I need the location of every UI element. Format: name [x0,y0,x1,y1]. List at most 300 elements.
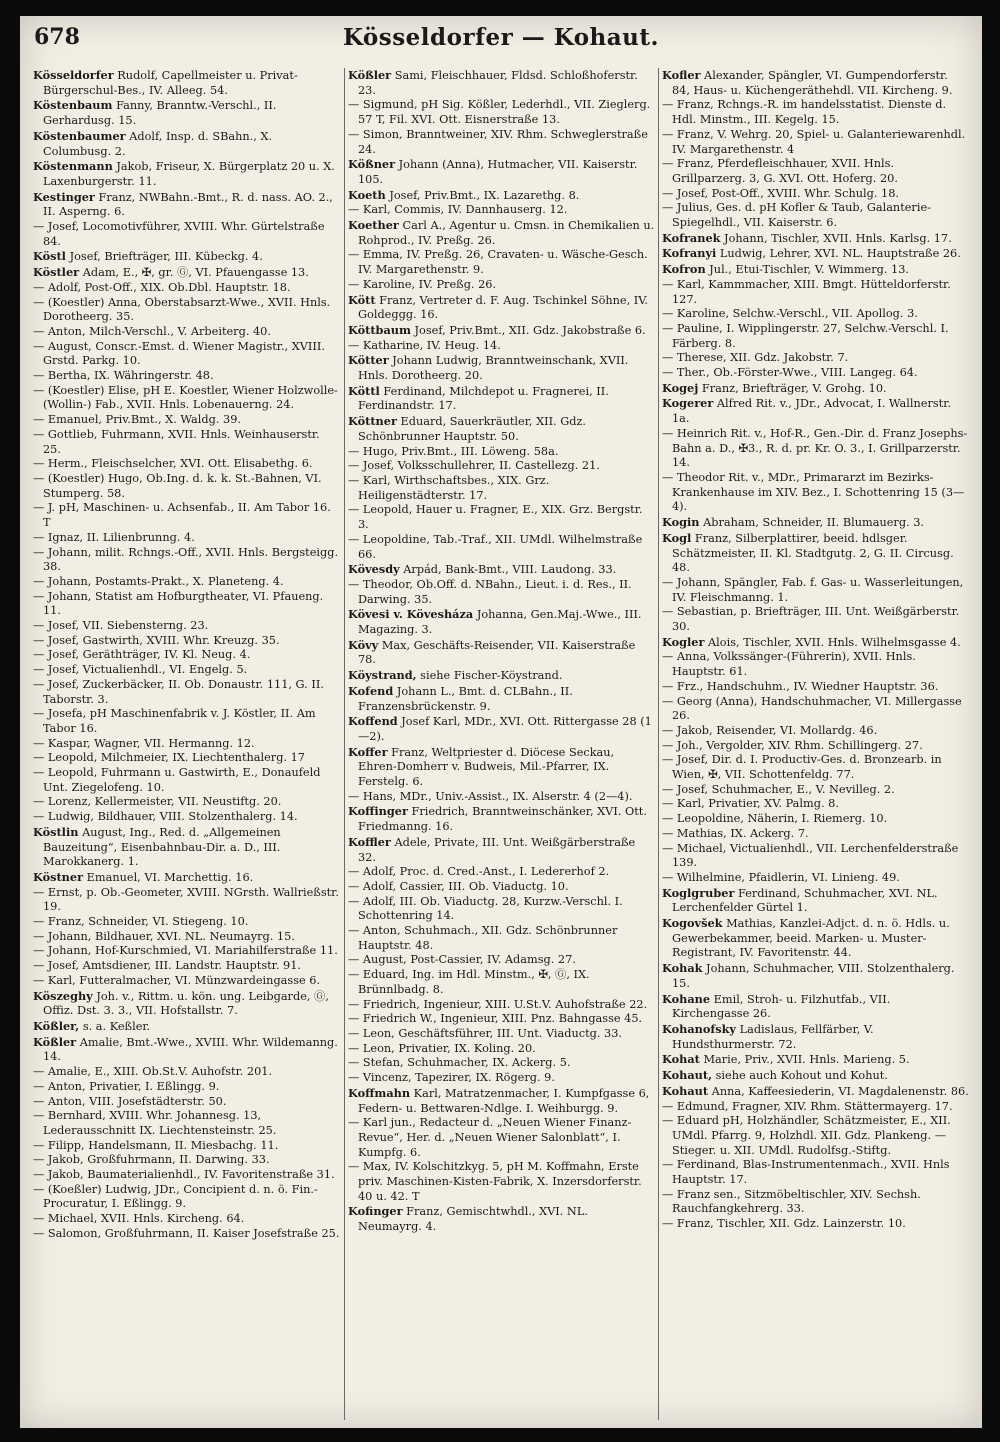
entry-surname: Kohanofsky [662,1022,736,1036]
directory-entry [348,953,655,968]
directory-entry [662,886,969,916]
entry-text: — Karl, Commis, IV. Dannhauserg. 12. [348,203,568,217]
entry-surname: Kogl [662,530,692,545]
directory-entry [33,68,341,98]
directory-entry [348,607,655,637]
directory-entry [662,1188,969,1217]
entry-surname: Köttl [348,383,380,398]
entry-surname: Kohat [662,1052,700,1067]
directory-entry [348,384,655,414]
entry-text: — Josef, Victualienhdl., VI. Engelg. 5. [33,663,248,677]
entry-text: August, Ing., Red. d. „Allgemeinen Bauzeitung“, Eisenbahnbau-Dir. a. D., III. Marokkanerg. 1. [43,825,281,869]
directory-entry [348,278,655,293]
directory-entry [662,724,969,739]
directory-entry [662,812,969,827]
entry-surname: Köstenmann [33,159,113,174]
directory-entry [662,1100,969,1115]
directory-page [20,16,982,1428]
entry-text: Josef, Priv.Bmt., XII. Gdz. Jakobstraße 6. [410,323,646,337]
entry-text: — Friedrich W., Ingenieur, XIII. Pnz. Bahngasse 45. [348,1012,643,1026]
directory-entry [662,1068,969,1084]
entry-surname: Kößler, [33,1019,80,1033]
entry-text: — Friedrich, Ingenieur, XIII. U.St.V. Auhofstraße 22. [348,997,648,1011]
entry-columns [30,68,974,1420]
entry-text: Emanuel, VI. Marchettig. 16. [83,870,254,884]
entry-text: — Leon, Privatier, IX. Koling. 20. [348,1041,536,1055]
entry-text: — Jakob, Großfuhrmann, II. Darwing. 33. [33,1153,270,1167]
directory-entry [348,968,655,997]
directory-entry [348,68,655,98]
entry-surname: Köystrand, [348,668,417,683]
entry-text: s. a. Keßler. [79,1020,151,1033]
entry-text: — Heinrich Rit. v., Hof-R., Gen.-Dir. d. Franz Josephs-Bahn a. D., ✠3., R. d. pr. Kr. O. 3., I. Grillparzerstr. 14. [662,426,968,470]
directory-entry [348,1027,655,1042]
directory-entry [348,835,655,865]
directory-entry [662,992,969,1022]
entry-text: — Anton, Schuhmach., XII. Gdz. Schönbrunner Hauptstr. 48. [348,924,618,952]
entry-surname: Koffend [348,714,398,729]
directory-entry [662,797,969,812]
directory-entry [348,714,655,744]
directory-entry [33,751,341,766]
directory-entry [662,471,969,515]
directory-entry [348,459,655,474]
entry-surname: Kößner [348,157,396,172]
entry-text: — Josef, VII. Siebensterng. 23. [33,619,209,633]
entry-surname: Kofler [662,68,701,82]
directory-entry [348,1204,655,1234]
entry-text: — Franz, Rchngs.-R. im handelsstatist. Dienste d. Hdl. Minstm., III. Kegelg. 15. [662,98,947,127]
entry-text: Josef, Priv.Bmt., IX. Lazarethg. 8. [385,188,580,202]
entry-text: Franz, Weltpriester d. Diöcese Seckau, Ehren-Domherr v. Budweis, Mil.-Pfarrer, IX. Ferstelg. 6. [358,745,615,789]
entry-text: — Franz, Schneider, VI. Stiegeng. 10. [33,915,249,929]
entry-text: Johann, Schuhmacher, VIII. Stolzenthalerg. 15. [672,962,955,990]
entry-surname: Kößler [348,68,392,82]
entry-text: — Johann, milit. Rchngs.-Off., XVII. Hnls. Bergsteigg. 38. [33,545,339,574]
entry-text: — Johann, Hof-Kurschmied, VI. Mariahilferstraße 11. [33,944,338,958]
entry-surname: Kofranek [662,230,721,245]
entry-text: Ferdinand, Milchdepot u. Fragnerei, II. Ferdinandstr. 17. [358,384,609,413]
entry-text: — J. pH, Maschinen- u. Achsenfab., II. Am Tabor 16. T [33,501,331,530]
entry-text: Rudolf, Capellmeister u. Privat-Bürgerschul-Bes., IV. Alleeg. 54. [43,69,298,97]
directory-entry [662,366,969,381]
directory-entry [33,959,341,974]
entry-surname: Köstler [33,265,80,280]
directory-entry [348,1042,655,1057]
directory-entry [348,578,655,607]
entry-text: Amalie, Bmt.-Wwe., XVIII. Whr. Wildemanng. 14. [43,1035,338,1064]
entry-text: Josef, Briefträger, III. Kübeckg. 4. [65,250,263,264]
directory-entry [33,190,341,220]
directory-entry [662,515,969,531]
entry-text: Fanny, Branntw.-Verschl., II. Gerhardusg. 15. [43,99,277,128]
directory-entry [33,384,341,413]
entry-text: — Leon, Geschäftsführer, III. Unt. Viaductg. 33. [348,1027,623,1040]
column-1 [30,68,344,1420]
entry-text: — Stefan, Schuhmacher, IX. Ackerg. 5. [348,1056,571,1070]
entry-text: Franz, Briefträger, V. Grohg. 10. [698,381,887,395]
entry-text: Abraham, Schneider, II. Blumauerg. 3. [699,516,925,530]
directory-entry [662,916,969,961]
directory-entry [662,1084,969,1100]
entry-text: Franz, NWBahn.-Bmt., R. d. nass. AO. 2., II. Asperng. 6. [43,190,333,219]
entry-text: Jakob, Friseur, X. Bürgerplatz 20 u. X. Laxenburgerstr. 11. [43,160,335,188]
entry-text: — Herm., Fleischselcher, XVI. Ott. Elisabethg. 6. [33,457,313,471]
directory-entry [348,218,655,248]
directory-entry [33,1019,341,1035]
entry-text: — Anton, Privatier, I. Eßlingg. 9. [33,1079,220,1093]
directory-entry [33,159,341,189]
directory-entry [33,249,341,265]
directory-entry [33,1153,341,1168]
directory-entry [348,98,655,127]
entry-text: Max, Geschäfts-Reisender, VII. Kaiserstraße 78. [358,638,636,667]
entry-surname: Koffer [348,744,388,759]
entry-text: — (Koestler) Hugo, Ob.Ing. d. k. k. St.-Bahnen, VI. Stumperg. 58. [33,471,322,500]
entry-text: — Salomon, Großfuhrmann, II. Kaiser Josefstraße 25. [33,1226,340,1240]
directory-entry [348,562,655,578]
directory-entry [33,531,341,546]
entry-text: — Michael, Victualienhdl., VII. Lerchenfelderstraße 139. [662,841,959,870]
column-3 [658,68,972,1420]
directory-entry [662,201,969,230]
entry-text: — Karl jun., Redacteur d. „Neuen Wiener Finanz-Revue“, Her. d. „Neuen Wiener Salonblatt“, I. Kumpfg. 6. [348,1116,632,1159]
entry-text: — Ludwig, Bildhauer, VIII. Stolzenthalerg. 14. [33,810,298,824]
entry-text: — Leopold, Hauer u. Fragner, E., XIX. Grz. Bergstr. 3. [348,503,643,532]
entry-text: Arpád, Bank-Bmt., VIII. Laudong. 33. [399,563,617,577]
entry-text: — Theodor, Ob.Off. d. NBahn., Lieut. i. d. Res., II. Darwing. 35. [348,577,632,606]
entry-text: — Emma, IV. Preßg. 26, Cravaten- u. Wäsche-Gesch. IV. Margarethenstr. 9. [348,248,648,277]
entry-surname: Kogovšek [662,916,723,931]
entry-text: Marie, Priv., XVII. Hnls. Marieng. 5. [699,1053,910,1067]
entry-text: Alois, Tischler, XVII. Hnls. Wilhelmsgasse 4. [704,635,961,649]
entry-text: — Eduard, Ing. im Hdl. Minstm., ✠, Ⓖ, IX. Brünnlbadg. 8. [348,968,590,996]
entry-text: — August, Post-Cassier, IV. Adamsg. 27. [348,953,576,967]
entry-text: — Karl, Futteralmacher, VI. Münzwardeingasse 6. [33,973,321,987]
directory-entry [348,668,655,684]
entry-text: — Josef, Post-Off., XVIII. Whr. Schulg. 18. [662,186,900,200]
entry-text: — Edmund, Fragner, XIV. Rhm. Stättermayerg. 17. [662,1099,953,1113]
entry-text: — Johann, Bildhauer, XVI. NL. Neumayrg. 15. [33,929,295,943]
directory-entry [33,220,341,249]
directory-entry [348,804,655,834]
entry-text: — Amalie, E., XIII. Ob.St.V. Auhofstr. 201. [33,1065,273,1079]
directory-entry [33,501,341,530]
directory-entry [33,678,341,707]
entry-text: — Josef, Locomotivführer, XVIII. Whr. Gürtelstraße 84. [33,220,325,248]
directory-entry [33,281,341,296]
entry-text: Alexander, Spängler, VI. Gumpendorferstr. 84, Haus- u. Küchengeräthehdl. VII. Kircheng. 9. [672,69,953,97]
directory-entry [348,1012,655,1027]
directory-entry [348,1160,655,1204]
entry-text: Anna, Kaffeesiederin, VI. Magdalenenstr. 86. [708,1084,969,1098]
entry-text: — Johann, Statist am Hofburgtheater, VI. Pfaueng. 11. [33,589,324,618]
entry-text: — Karoline, IV. Preßg. 26. [348,277,497,291]
entry-text: — Leopoldine, Näherin, I. Riemerg. 10. [662,812,888,826]
entry-text: — Leopold, Fuhrmann u. Gastwirth, E., Donaufeld Unt. Ziegelofeng. 10. [33,766,321,794]
entry-surname: Köttbaum [348,322,411,337]
entry-text: Emil, Stroh- u. Filzhutfab., VII. Kirchengasse 26. [672,992,891,1021]
entry-text: — Karl, Wirthschaftsbes., XIX. Grz. Heiligenstädterstr. 17. [348,473,550,502]
directory-entry [662,381,969,397]
directory-entry [348,1086,655,1116]
directory-entry [348,865,655,880]
directory-entry [33,1183,341,1212]
entry-text: Josef Karl, MDr., XVI. Ott. Rittergasse 28 (1—2). [358,715,652,743]
entry-text: siehe auch Kohout und Kohut. [712,1069,888,1083]
directory-entry [662,961,969,991]
directory-entry [662,842,969,871]
entry-text: — Ther., Ob.-Förster-Wwe., VIII. Langeg. 64. [662,366,918,380]
entry-surname: Kofranyi [662,246,717,261]
directory-entry [348,293,655,323]
entry-text: Johann L., Bmt. d. CLBahn., II. Franzensbrückenstr. 9. [358,684,573,713]
entry-surname: Koglgruber [662,885,735,900]
directory-entry [33,886,341,915]
entry-text: — Karl, Kammmacher, XIII. Bmgt. Hütteldorferstr. 127. [662,277,951,306]
entry-surname: Köstenbaum [33,98,113,113]
entry-text: — August, Conscr.-Emst. d. Wiener Magistr., XVIII. Grstd. Parkg. 10. [33,339,325,368]
entry-surname: Koeth [348,187,386,202]
entry-text: — Anton, Milch-Verschl., V. Arbeiterg. 40. [33,324,271,338]
entry-surname: Kohane [662,991,711,1006]
entry-text: — Michael, XVII. Hnls. Kircheng. 64. [33,1212,245,1226]
directory-entry [33,707,341,736]
entry-surname: Köstlin [33,824,79,839]
directory-entry [33,575,341,590]
directory-entry [348,323,655,339]
entry-text: Karl, Matratzenmacher, I. Kumpfgasse 6, Federn- u. Bettwaren-Ndlge. I. Weihburgg. 9. [358,1086,650,1115]
directory-entry [662,531,969,576]
directory-entry [33,1080,341,1095]
directory-entry [348,414,655,444]
column-2 [344,68,658,1420]
directory-entry [33,1212,341,1227]
entry-surname: Kofinger [348,1204,403,1219]
entry-text: — Filipp, Handelsmann, II. Miesbachg. 11. [33,1138,279,1152]
entry-text: — Johann, Spängler, Fab. f. Gas- u. Wasserleitungen, IV. Fleischmanng. 1. [662,575,964,604]
directory-entry [33,974,341,989]
directory-entry [33,648,341,663]
entry-text: — Adolf, III. Ob. Viaductg. 28, Kurzw.-Verschl. I. Schottenring 14. [348,894,623,923]
directory-entry [348,684,655,714]
directory-entry [662,783,969,798]
directory-entry [662,827,969,842]
entry-text: Alfred Rit. v., JDr., Advocat, I. Wallnerstr. 1a. [672,397,951,426]
entry-text: — Anton, VIII. Josefstädterstr. 50. [33,1094,227,1108]
directory-entry [33,1227,341,1242]
directory-entry [33,1109,341,1138]
entry-surname: Kogler [662,634,705,649]
directory-entry [33,795,341,810]
entry-text: Johann, Tischler, XVII. Hnls. Karlsg. 17. [720,231,952,245]
entry-surname: Kövy [348,637,379,652]
entry-text: — Ferdinand, Blas-Instrumentenmach., XVII. Hnls Hauptstr. 17. [662,1158,950,1187]
directory-entry [348,128,655,157]
entry-surname: Koffinger [348,804,408,819]
directory-entry [33,472,341,501]
directory-entry [33,663,341,678]
directory-entry [662,871,969,886]
entry-surname: Kövesdy [348,562,400,577]
entry-text: — Josefa, pH Maschinenfabrik v. J. Köstler, II. Am Tabor 16. [33,707,316,735]
entry-text: Franz, Vertreter d. F. Aug. Tschinkel Söhne, IV. Goldeggg. 16. [358,293,649,322]
entry-text: — Franz, Pferdefleischhauer, XVII. Hnls. Grillparzerg. 3, G. XVI. Ott. Hoferg. 20. [662,157,898,185]
entry-surname: Kött [348,292,376,307]
entry-text: — Joh., Vergolder, XIV. Rhm. Schillingerg. 27. [662,738,923,752]
directory-entry [662,187,969,202]
directory-entry [33,825,341,870]
entry-text: Adam, E., ✠, gr. Ⓖ, VI. Pfauengasse 13. [79,266,309,280]
entry-text: — Therese, XII. Gdz. Jakobstr. 7. [662,351,849,365]
entry-surname: Kofend [348,683,394,698]
entry-text: — Gottlieb, Fuhrmann, XVII. Hnls. Weinhauserstr. 25. [33,427,320,456]
directory-entry [33,325,341,340]
entry-text: — Max, IV. Kolschitzkyg. 5, pH M. Koffmahn, Erste priv. Maschinen-Kisten-Fabrik, X. Inzersdorferstr. 40 u. 42. T [348,1160,642,1203]
directory-entry [348,924,655,953]
directory-entry [33,296,341,325]
directory-entry [348,1116,655,1160]
directory-entry [33,1065,341,1080]
entry-surname: Kößler [33,1034,77,1049]
directory-entry [348,339,655,354]
entry-text: — Ernst, p. Ob.-Geometer, XVIII. NGrsth. Wallrießstr. 19. [33,885,339,914]
entry-text: — Anna, Volkssänger-(Führerin), XVII. Hnls. Hauptstr. 61. [662,650,916,679]
entry-text: — Georg (Anna), Handschuhmacher, VI. Millergasse 26. [662,694,962,723]
entry-text: Sami, Fleischhauer, Fldsd. Schloßhoferstr. 23. [358,69,638,97]
directory-entry [348,503,655,532]
entry-surname: Kohaut, [662,1068,713,1083]
directory-entry [662,695,969,724]
entry-text: siehe Fischer-Köystrand. [416,669,563,683]
entry-text: — Adolf, Proc. d. Cred.-Anst., I. Ledererhof 2. [348,865,610,879]
directory-entry [348,533,655,562]
entry-surname: Köstl [33,249,66,264]
directory-entry [662,605,969,634]
directory-entry [33,634,341,649]
entry-text: — Theodor Rit. v., MDr., Primararzt im Bezirks-Krankenhause im XIV. Bez., I. Schottenring 15 (3—4). [662,470,965,514]
entry-text: — Johann, Postamts-Prakt., X. Planeteng. 4. [33,574,284,588]
entry-text: Adele, Private, III. Unt. Weißgärberstraße 32. [358,835,636,864]
entry-text: — Sebastian, p. Briefträger, III. Unt. Weißgärberstr. 30. [662,605,960,634]
entry-text: Joh. v., Rittm. u. kön. ung. Leibgarde, Ⓖ, Offiz. Dst. 3. 3., VII. Hofstallstr. 7. [43,989,329,1018]
entry-text: Carl A., Agentur u. Cmsn. in Chemikalien u. Rohprod., IV. Preßg. 26. [358,219,655,247]
entry-text: Johann (Anna), Hutmacher, VII. Kaiserstr. 105. [358,158,638,186]
entry-text: — Franz sen., Sitzmöbeltischler, XIV. Sechsh. Rauchfangkehrerg. 33. [662,1187,921,1216]
entry-text: — Simon, Branntweiner, XIV. Rhm. Schweglerstraße 24. [348,127,648,156]
entry-text: — Jakob, Reisender, VI. Mollardg. 46. [662,723,878,737]
directory-entry [348,248,655,277]
directory-entry [662,128,969,157]
directory-entry [662,1158,969,1187]
directory-entry [662,576,969,605]
directory-entry [348,157,655,187]
entry-text: Jul., Etui-Tischler, V. Wimmerg. 13. [705,263,910,277]
directory-entry [33,590,341,619]
directory-entry [662,1022,969,1052]
directory-entry [662,351,969,366]
entry-text: — (Koeßler) Ludwig, JDr., Concipient d. n. ö. Fin.-Procuratur, I. Eßlingg. 9. [33,1182,318,1211]
entry-text: — Franz, V. Wehrg. 20, Spiel- u. Galanteriewarenhdl. IV. Margarethenstr. 4 [662,127,966,156]
entry-text: — Vincenz, Tapezirer, IX. Rögerg. 9. [348,1071,555,1085]
directory-entry [33,619,341,634]
entry-surname: Koffmahn [348,1085,411,1100]
directory-entry [33,428,341,457]
entry-surname: Kestinger [33,189,95,204]
entry-surname: Kövesi v. Kövesháza [348,607,474,622]
directory-entry [33,737,341,752]
entry-text: — Bernhard, XVIII. Whr. Johannesg. 13, Lederausschnitt IX. Liechtensteinstr. 25. [33,1109,277,1137]
running-head: Kösseldorfer — Kohaut. [342,24,660,51]
entry-surname: Köstenbaumer [33,128,126,143]
entry-text: Johanna, Gen.Maj.-Wwe., III. Magazing. 3. [358,608,642,637]
directory-entry [662,322,969,351]
directory-entry [662,278,969,307]
directory-entry [662,739,969,754]
directory-entry [348,1056,655,1071]
directory-entry [348,895,655,924]
entry-text: — Josef, Geräthträger, IV. Kl. Neug. 4. [33,648,251,662]
directory-entry [33,98,341,128]
directory-entry [662,262,969,278]
entry-surname: Köttner [348,414,397,429]
directory-entry [662,396,969,426]
directory-entry [662,635,969,651]
directory-entry [662,98,969,127]
directory-entry [33,915,341,930]
entry-text: — Adolf, Cassier, III. Ob. Viaductg. 10. [348,879,569,893]
entry-surname: Köszeghy [33,988,93,1003]
entry-text: Eduard, Sauerkräutler, XII. Gdz. Schönbrunner Hauptstr. 50. [358,415,587,443]
entry-surname: Koffler [348,834,391,849]
entry-surname: Köstner [33,869,84,884]
entry-surname: Kofron [662,262,706,277]
directory-entry [33,766,341,795]
entry-text: — Karl, Privatier, XV. Palmg. 8. [662,797,839,811]
directory-entry [662,1114,969,1158]
entry-text: — Eduard pH, Holzhändler, Schätzmeister, E., XII. UMdl. Pfarrg. 9, Holzhdl. XII. Gdz. Plankeng. — Stieger. u. XII. UMdl. Rudolfsg.-Stiftg. [662,1114,951,1157]
directory-entry [348,790,655,805]
entry-text: — Josef, Gastwirth, XVIII. Whr. Kreuzg. 35. [33,633,280,647]
directory-entry [33,930,341,945]
entry-surname: Kohaut [662,1083,709,1098]
entry-text: — Leopold, Milchmeier, IX. Liechtenthalerg. 17 [33,751,305,765]
directory-entry [348,474,655,503]
entry-text: — Josef, Amtsdiener, III. Landstr. Hauptstr. 91. [33,959,301,973]
directory-entry [33,457,341,472]
directory-entry [348,188,655,204]
directory-entry [33,369,341,384]
entry-text: — Frz., Handschuhm., IV. Wiedner Hauptstr. 36. [662,679,939,693]
entry-text: — Bertha, IX. Währingerstr. 48. [33,369,214,383]
entry-text: Adolf, Insp. d. SBahn., X. Columbusg. 2. [43,129,273,158]
directory-entry [33,265,341,281]
entry-text: — Sigmund, pH Sig. Kößler, Lederhdl., VII. Zieglerg. 57 T, Fil. XVI. Ott. Eisnerstraße 13. [348,98,651,127]
directory-entry [662,1052,969,1068]
entry-text: — (Koestler) Elise, pH E. Koestler, Wiener Holzwolle- (Wollin-) Fab., XVII. Hnls. Lobenauerng. 24. [33,383,338,412]
entry-text: — Mathias, IX. Ackerg. 7. [662,826,809,840]
directory-entry [33,810,341,825]
directory-entry [662,68,969,98]
directory-entry [348,1071,655,1086]
directory-entry [33,989,341,1019]
directory-entry [33,1095,341,1110]
entry-text: Ludwig, Lehrer, XVI. NL. Hauptstraße 26. [716,247,961,261]
entry-surname: Kogerer [662,396,714,411]
directory-entry [662,307,969,322]
entry-surname: Koether [348,218,399,233]
entry-text: — Jakob, Baumaterialienhdl., IV. Favoritenstraße 31. [33,1168,335,1182]
